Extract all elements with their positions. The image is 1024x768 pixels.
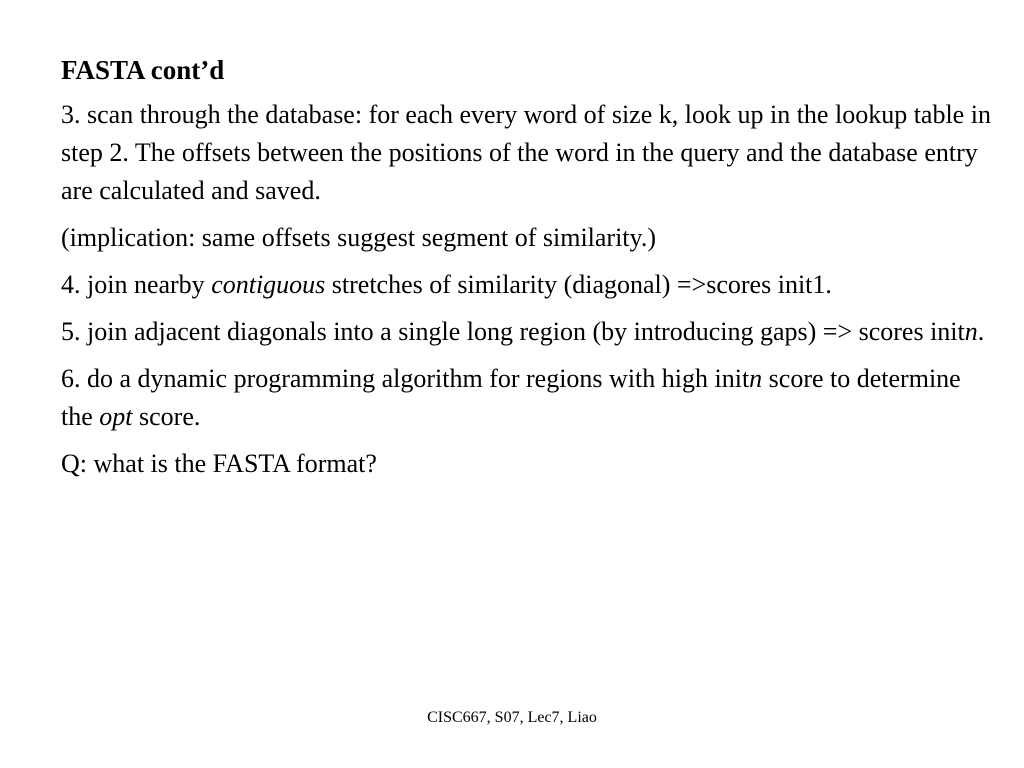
step-4-emphasis: contiguous [211,270,326,299]
step-4-paragraph [61,266,996,304]
step-6-paragraph [61,360,996,436]
slide-content [61,52,996,492]
step-5-text-end: . [977,317,985,346]
step-5-emphasis: n [964,317,978,346]
step-6-text-start: 6. do a dynamic programming algorithm for regions with high init [61,364,750,393]
step-5-paragraph [61,313,996,351]
step-3-paragraph: 3. scan through the database: for each every word of size k, look up in the lookup table in step 2. The offsets between the positions of the word in the query and the database entry are calculated and saved. [61,100,991,205]
step-4-text-end: stretches of similarity (diagonal) =>scores init1. [325,270,832,299]
step-6-emphasis-n: n [749,364,763,393]
implication-paragraph: (implication: same offsets suggest segment of similarity.) [61,223,657,252]
step-6-emphasis-opt: opt [99,402,133,431]
step-6-text-end: score. [132,402,201,431]
step-6-text-middle: score to determine the [61,364,961,431]
step-5-text-start: 5. join adjacent diagonals into a single long region (by introducing gaps) => scores init [61,317,965,346]
slide-title: FASTA cont’d [61,55,225,85]
step-4-text-start: 4. join nearby [61,270,212,299]
slide-footer: CISC667, S07, Lec7, Liao [427,709,597,726]
question-paragraph: Q: what is the FASTA format? [61,449,377,478]
